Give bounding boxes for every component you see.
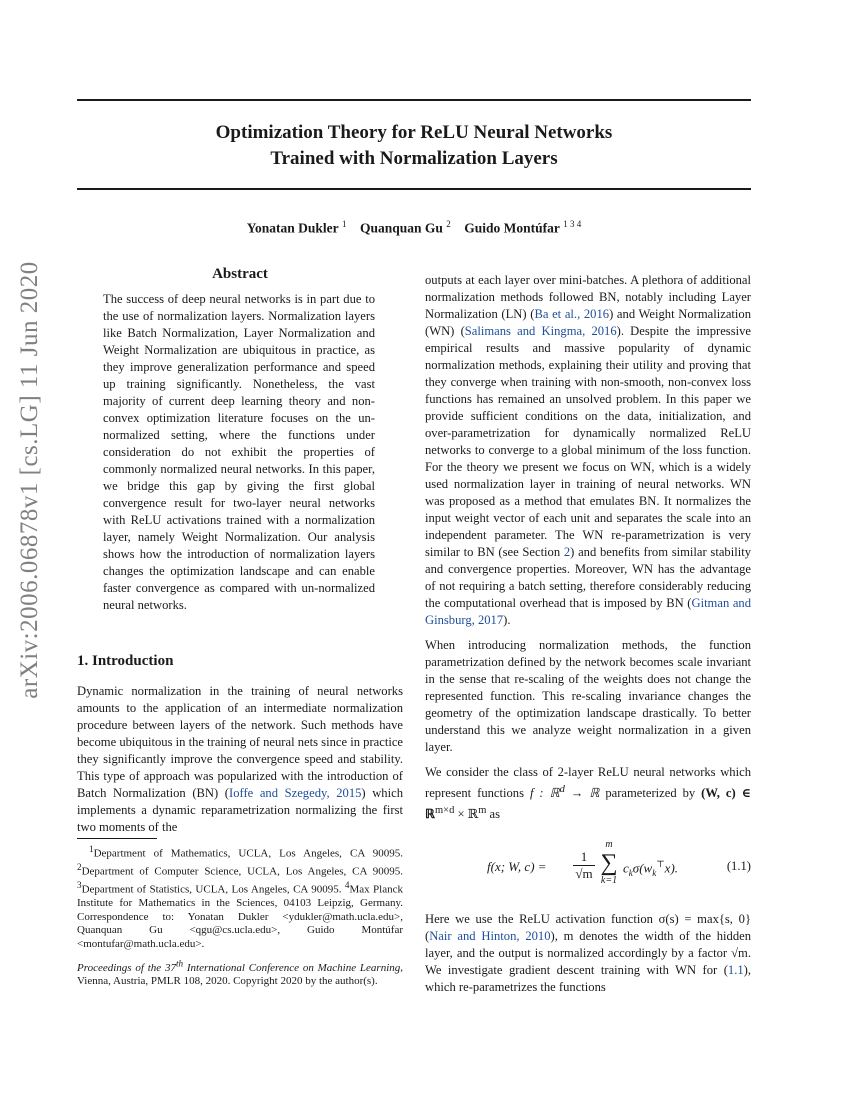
abstract-body bbox=[103, 291, 375, 622]
paragraph-text: ). bbox=[503, 613, 511, 627]
author-affiliation: 1 bbox=[341, 219, 347, 229]
author-affiliation: 2 bbox=[446, 219, 451, 229]
citation-link[interactable]: Gitman and Ginsburg, 2017 bbox=[425, 596, 752, 627]
arxiv-watermark: arXiv:2006.06878v1 [cs.LG] 11 Jun 2020 bbox=[16, 261, 43, 699]
paragraph-text: ), which re-parametrizes the functions bbox=[425, 963, 751, 994]
citation-link[interactable]: Ioffe and Szegedy, 2015 bbox=[229, 786, 362, 800]
math-sup: d bbox=[559, 784, 565, 795]
footnotes: $^1$Department of Mathematics, UCLA, Los Angeles, CA 90095. $^2$Department of Computer Science, UCLA, Los Angeles, CA 90095. $^3$Department of Statistics, UCLA, Los Angeles, CA 90095. $^4$Max Planck Institute for Mathematics in the Sciences, 04103 Leipzig, Germany. Correspondence to: Yonatan Dukler <ydukler@math.ucla.edu>, Quanquan Gu <qgu@cs.ucla.edu>, Guido Montúfar <montufar@math.ucla.edu>. bbox=[77, 844, 403, 950]
footnote-3: Department of Statistics, UCLA, Los Angeles, CA 90095. bbox=[81, 883, 342, 896]
title-line-2: Trained with Normalization Layers bbox=[270, 148, 558, 169]
proceedings-copyright: , Vienna, Austria, PMLR 108, 2020. Copyright 2020 by the author(s). bbox=[77, 961, 403, 988]
equation-1-1 bbox=[425, 839, 751, 889]
proceedings-note bbox=[77, 957, 403, 989]
eq-rhs-c: c bbox=[623, 860, 629, 876]
section-heading-introduction: 1. Introduction bbox=[77, 653, 174, 669]
author-list bbox=[77, 219, 751, 237]
eq-sum-bot: k=1 bbox=[600, 875, 618, 886]
paragraph-text: Here we use the ReLU activation function σ(s) = max{s, 0} ( bbox=[425, 912, 751, 943]
right-paragraph-2: When introducing normalization methods, the function parametrization defined by the network becomes scale invariant in the sense that re-scaling of the weights does not change the represented function. This re-scaling invariance changes the geometry of the optimization landscape drastically. To better understand this we analyze weight normalization in a given layer. bbox=[425, 638, 751, 754]
math-inline: f : ℝ bbox=[529, 786, 560, 801]
paragraph-text: outputs at each layer over mini-batches. A plethora of additional normalization methods followed BN, notably including Layer Normalization (LN) ( bbox=[425, 273, 751, 321]
eq-frac-den: √m bbox=[575, 866, 593, 881]
eq-rhs-sigma: σ(w bbox=[632, 860, 653, 876]
paper-title bbox=[77, 120, 751, 172]
right-paragraph-3 bbox=[425, 764, 751, 823]
title-line-1: Optimization Theory for ReLU Neural Networks bbox=[215, 122, 613, 143]
eq-rhs-sub2: k bbox=[652, 867, 657, 878]
eq-rhs-x: x). bbox=[664, 860, 679, 876]
paragraph-text: We consider the class of 2-layer ReLU neural networks which represent functions bbox=[425, 765, 751, 801]
eq-sum bbox=[599, 839, 619, 887]
proceedings-text: Proceedings of the 37 bbox=[77, 961, 176, 974]
math-inline: (W, c) ∈ ℝ bbox=[425, 786, 751, 822]
eq-fraction bbox=[573, 849, 595, 882]
paragraph-text: ) and benefits from similar stability and convergence properties. Moreover, WN has the advantage of not requiring a batch setting, therefore considerably reducing the computational overhead that is imposed by BN ( bbox=[425, 545, 751, 610]
footnote-4: Max Planck Institute for Mathematics in the Sciences, 04103 Leipzig, Germany. Correspondence to: Yonatan Dukler <ydukler@math.ucla.edu>, Quanquan Gu <qgu@cs.ucla.edu>, Guido Montúfar <montufar@math.ucla.edu>. bbox=[77, 883, 403, 950]
section-link[interactable]: 2 bbox=[563, 545, 571, 559]
intro-paragraph bbox=[77, 683, 403, 844]
right-column bbox=[425, 272, 751, 831]
right-column-lower bbox=[425, 911, 751, 1004]
top-rule bbox=[77, 99, 751, 101]
eq-frac-num: 1 bbox=[573, 849, 595, 866]
paragraph-text: ) and Weight Normalization (WN) ( bbox=[425, 307, 752, 338]
author-name: Guido Montúfar bbox=[464, 220, 560, 236]
proceedings-sup: th bbox=[175, 958, 184, 968]
eq-rhs-sub: k bbox=[628, 867, 633, 878]
right-paragraph-4 bbox=[425, 911, 751, 996]
footnote-1: Department of Mathematics, UCLA, Los Angeles, CA 90095. bbox=[93, 847, 403, 860]
abstract-text: The success of deep neural networks is in part due to the use of normalization layers. Normalization layers like Batch Normalization, Layer Normalization and Weight Normalization are ubiquitous in practice, as they improve generalization performance and speed up training significantly. Nonetheless, the vast majority of current deep learning theory and non-convex optimization literature focuses on the un-normalized setting, where the functions under consideration do not exhibit the properties of commonly normalized neural networks. In this paper, we bridge this gap by giving the first global convergence result for two-layer neural networks with ReLU activations trained with a normalization layer, namely Weight Normalization. Our analysis shows how the introduction of normalization layers changes the optimization landscape and can enable faster convergence as compared with un-normalized neural networks. bbox=[103, 292, 375, 612]
paragraph-text: ), m denotes the width of the hidden layer, and the output is normalized accordingly by a factor √m. We investigate gradient descent training with WN for ( bbox=[425, 929, 752, 977]
citation-link[interactable]: Salimans and Kingma, 2016 bbox=[464, 324, 617, 338]
intro-text: ) which implements a dynamic reparametrization normalizing the first two moments of the bbox=[77, 786, 403, 834]
eq-sum-top: m bbox=[605, 839, 613, 850]
equation-number: (1.1) bbox=[726, 859, 751, 873]
author-name: Yonatan Dukler bbox=[246, 220, 339, 236]
right-paragraph-1 bbox=[425, 272, 751, 629]
eq-rhs-sup: ⊤ bbox=[656, 859, 665, 869]
intro-text: Dynamic normalization in the training of neural networks amounts to the application of an intermediate normalization procedure between layers of the network. Such methods have become ubiquitous in the training of neural nets since in practice they significantly improve the convergence speed and stability. This type of approach was popularized with the introduction of Batch Normalization (BN) ( bbox=[77, 684, 403, 800]
author-name: Quanquan Gu bbox=[359, 220, 443, 236]
sigma-symbol: ∑ bbox=[600, 850, 618, 876]
eq-lhs: f(x; W, c) = bbox=[487, 859, 547, 874]
paragraph-text: parameterized by bbox=[599, 786, 702, 801]
citation-link[interactable]: Ba et al., 2016 bbox=[534, 307, 610, 321]
math-sup: m bbox=[478, 805, 487, 817]
author-affiliation: 1 3 4 bbox=[563, 219, 582, 229]
eq-rhs bbox=[623, 859, 678, 878]
paragraph-text: as bbox=[486, 807, 501, 822]
math-inline: × ℝ bbox=[454, 807, 479, 822]
paragraph-text: ). Despite the impressive empirical results and massive popularity of dynamic normalization methods, explaining their utility and proving that they converge when training with non-smooth, non-convex loss functions has remained an unsolved problem. In this paper we provide sufficient conditions on the data, initialization, and over-parametrization for dynamically normalized ReLU networks to converge to a global minimum of the loss function. For the theory we present we focus on WN, which is a widely used normalization layer in training of neural networks. WN was proposed as a method that emulates BN. It normalizes the input weight vector of each unit and separates the scale into an independent parameter. The WN re-parametrization is very similar to BN (see Section bbox=[425, 324, 751, 559]
footnote-2: Department of Computer Science, UCLA, Los Angeles, CA 90095. bbox=[81, 865, 403, 878]
proceedings-venue: International Conference on Machine Learning bbox=[183, 961, 401, 974]
equation-link[interactable]: 1.1 bbox=[727, 963, 744, 977]
abstract-heading: Abstract bbox=[212, 266, 268, 282]
citation-link[interactable]: Nair and Hinton, 2010 bbox=[429, 929, 551, 943]
math-sup: m×d bbox=[434, 805, 455, 817]
title-bottom-rule bbox=[77, 188, 751, 190]
footnote-rule bbox=[77, 838, 157, 839]
math-inline: → ℝ bbox=[564, 786, 600, 801]
